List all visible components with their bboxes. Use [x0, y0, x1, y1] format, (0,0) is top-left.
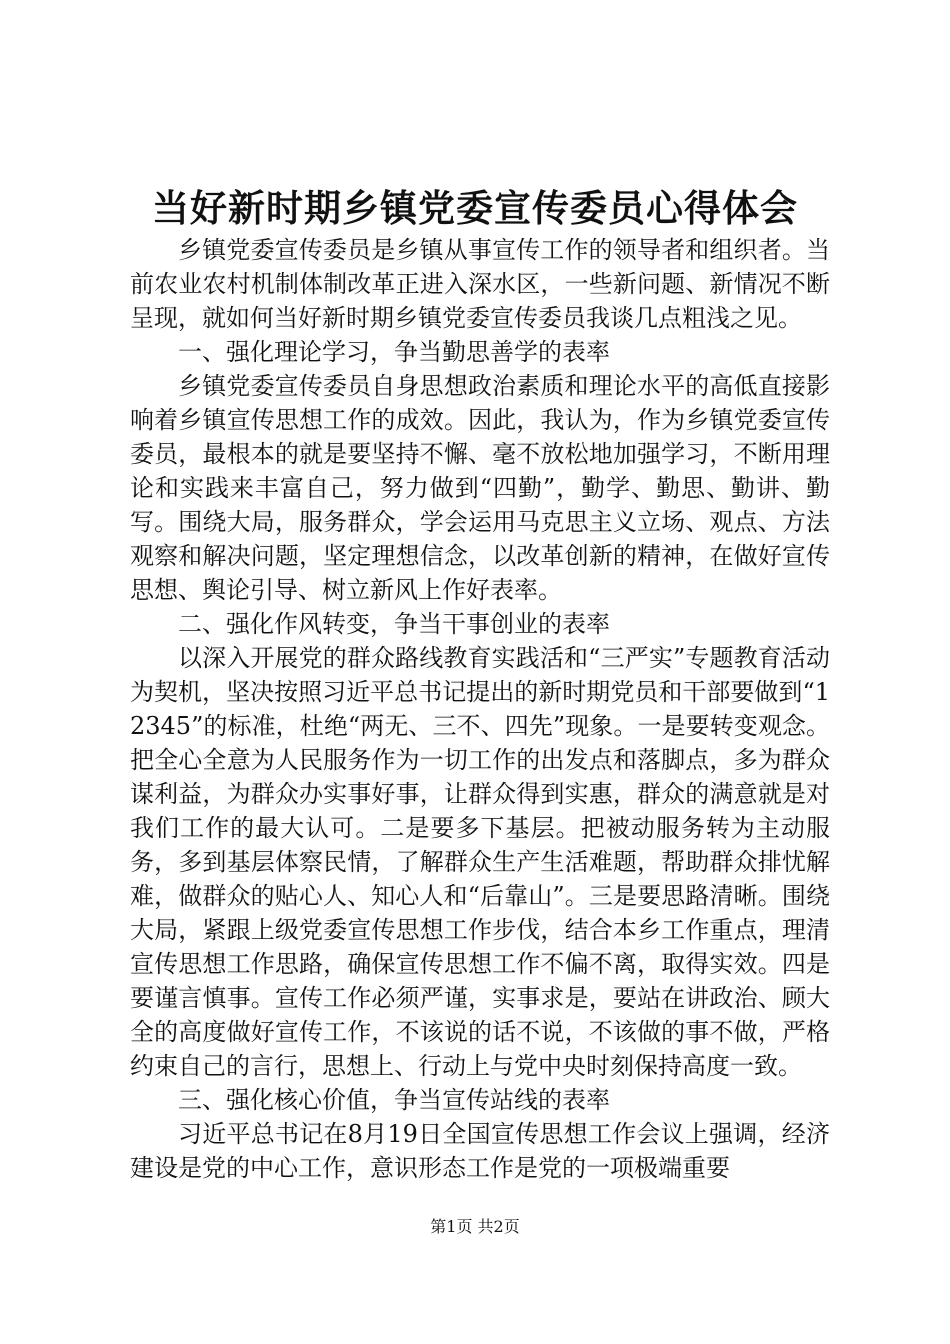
section-heading-1: 一、强化理论学习，争当勤思善学的表率: [178, 338, 610, 366]
paragraph-section-1: 乡镇党委宣传委员自身思想政治素质和理论水平的高低直接影响着乡镇宣传思想工作的成效。因此，我认为，作为乡镇党委宣传委员，最根本的就是要坚持不懈、毫不放松地加强学习，不断用理论和实践来丰富自己，努力做到“四勤”，勤学、勤思、勤讲、勤写。围绕大局，服务群众，学会运用马克思主义立场、观点、方法观察和解决问题，坚定理想信念，以改革创新的精神，在做好宣传思想、舆论引导、树立新风上作好表率。: [130, 372, 830, 604]
section-heading-2: 二、强化作风转变，争当干事创业的表率: [178, 610, 610, 638]
section-heading-3: 三、强化核心价值，争当宣传站线的表率: [178, 1086, 610, 1114]
paragraph-section-3: 习近平总书记在8月19日全国宣传思想工作会议上强调，经济建设是党的中心工作，意识形态工作是党的一项极端重要: [130, 1120, 830, 1182]
paragraph-intro: 乡镇党委宣传委员是乡镇从事宣传工作的领导者和组织者。当前农业农村机制体制改革正进入深水区，一些新问题、新情况不断呈现，就如何当好新时期乡镇党委宣传委员我谈几点粗浅之见。: [130, 236, 830, 332]
page-footer: 第1页 共2页: [430, 1217, 520, 1236]
document-body: [130, 233, 830, 1185]
document-title: 当好新时期乡镇党委宣传委员心得体会: [152, 186, 798, 230]
paragraph-section-2: 以深入开展党的群众路线教育实践活和“三严实”专题教育活动为契机，坚决按照习近平总书记提出的新时期党员和干部要做到“12345”的标准，杜绝“两无、三不、四先”现象。一是要转变观念。把全心全意为人民服务作为一切工作的出发点和落脚点，多为群众谋利益，为群众办实事好事，让群众得到实惠，群众的满意就是对我们工作的最大认可。二是要多下基层。把被动服务转为主动服务，多到基层体察民情，了解群众生产生活难题，帮助群众排忧解难，做群众的贴心人、知心人和“后靠山”。三是要思路清晰。围绕大局，紧跟上级党委宣传思想工作步伐，结合本乡工作重点，理清宣传思想工作思路，确保宣传思想工作不偏不离，取得实效。四是要谨言慎事。宣传工作必须严谨，实事求是，要站在讲政治、顾大全的高度做好宣传工作，不该说的话不说，不该做的事不做，严格约束自己的言行，思想上、行动上与党中央时刻保持高度一致。: [130, 644, 830, 1080]
